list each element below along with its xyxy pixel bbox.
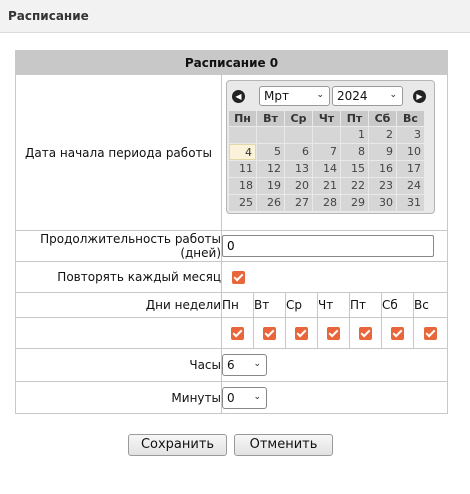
calendar-day[interactable]: 19 [257, 178, 284, 194]
hours-select-value: 6 [227, 358, 235, 372]
chevron-down-icon: ⌄ [389, 90, 397, 100]
hours-label: Часы [16, 349, 222, 382]
calendar-weekday-header: Чт [313, 111, 340, 126]
chevron-down-icon: ⌄ [253, 359, 261, 369]
weekdays-checkbox-spacer [16, 318, 222, 349]
calendar-day[interactable]: 8 [341, 144, 368, 160]
weekday-name: Ср [286, 293, 318, 318]
calendar-day[interactable]: 9 [369, 144, 396, 160]
cancel-button[interactable]: Отменить [234, 434, 333, 456]
repeat-monthly-checkbox[interactable] [232, 271, 245, 284]
calendar-day[interactable]: 14 [313, 161, 340, 177]
repeat-monthly-label: Повторять каждый месяц [16, 262, 222, 293]
calendar-day[interactable]: 18 [229, 178, 256, 194]
calendar-day[interactable]: 1 [341, 127, 368, 143]
calendar-grid [229, 111, 432, 211]
weekday-checkbox-cell [222, 318, 254, 349]
date-picker-calendar [226, 80, 435, 214]
weekday-name: Вс [414, 293, 448, 318]
calendar-weekday-header: Сб [369, 111, 396, 126]
calendar-day[interactable]: 30 [369, 195, 396, 211]
schedule-table [15, 50, 448, 414]
save-button[interactable]: Сохранить [128, 434, 227, 456]
year-select-value: 2024 [337, 89, 368, 103]
calendar-weekday-header: Ср [285, 111, 312, 126]
weekday-name: Сб [382, 293, 414, 318]
minutes-select-value: 0 [227, 390, 235, 405]
calendar-day[interactable]: 7 [313, 144, 340, 160]
calendar-day[interactable]: 12 [257, 161, 284, 177]
weekday-checkbox[interactable] [263, 327, 276, 340]
calendar-day[interactable]: 17 [397, 161, 424, 177]
weekday-checkbox-cell [254, 318, 286, 349]
weekday-checkbox-cell [286, 318, 318, 349]
calendar-day[interactable]: 22 [341, 178, 368, 194]
calendar-empty-cell [257, 127, 284, 143]
weekday-checkbox-cell [414, 318, 448, 349]
calendar-day[interactable]: 25 [229, 195, 256, 211]
next-month-icon[interactable]: ▶ [413, 90, 426, 103]
weekday-checkbox[interactable] [327, 327, 340, 340]
calendar-day[interactable]: 4 [229, 144, 256, 160]
hours-select[interactable] [222, 354, 267, 376]
calendar-day[interactable]: 15 [341, 161, 368, 177]
calendar-day[interactable]: 23 [369, 178, 396, 194]
weekday-checkbox-cell [350, 318, 382, 349]
calendar-empty-cell [285, 127, 312, 143]
calendar-day[interactable]: 24 [397, 178, 424, 194]
calendar-day[interactable]: 13 [285, 161, 312, 177]
calendar-empty-cell [313, 127, 340, 143]
weekday-name: Пт [350, 293, 382, 318]
duration-input[interactable] [222, 235, 434, 257]
calendar-day[interactable]: 27 [285, 195, 312, 211]
calendar-day[interactable]: 16 [369, 161, 396, 177]
duration-label: Продолжительность работы (дней) [16, 231, 222, 262]
weekday-checkbox[interactable] [295, 327, 308, 340]
window-title: Расписание [0, 0, 470, 33]
calendar-day[interactable]: 31 [397, 195, 424, 211]
minutes-select[interactable] [222, 387, 267, 409]
weekday-checkbox-cell [318, 318, 350, 349]
calendar-day[interactable]: 10 [397, 144, 424, 160]
month-select[interactable] [259, 86, 330, 106]
calendar-day[interactable]: 21 [313, 178, 340, 194]
year-select[interactable] [332, 86, 403, 106]
weekday-checkbox[interactable] [231, 327, 244, 340]
calendar-day[interactable]: 29 [341, 195, 368, 211]
chevron-down-icon: ⌄ [253, 391, 261, 402]
action-bar [0, 434, 470, 458]
calendar-day[interactable]: 5 [257, 144, 284, 160]
calendar-day[interactable]: 20 [285, 178, 312, 194]
calendar-day[interactable]: 28 [313, 195, 340, 211]
weekday-name: Вт [254, 293, 286, 318]
calendar-day[interactable]: 2 [369, 127, 396, 143]
weekday-checkbox[interactable] [391, 327, 404, 340]
weekday-name: Чт [318, 293, 350, 318]
calendar-weekday-header: Пт [341, 111, 368, 126]
chevron-down-icon: ⌄ [316, 90, 324, 100]
weekday-name: Пн [222, 293, 254, 318]
weekday-checkbox[interactable] [359, 327, 372, 340]
calendar-empty-cell [229, 127, 256, 143]
calendar-day[interactable]: 3 [397, 127, 424, 143]
weekdays-label: Дни недели [16, 293, 222, 318]
calendar-weekday-header: Вс [397, 111, 424, 126]
month-select-value: Мрт [264, 89, 289, 103]
schedule-header: Расписание 0 [16, 51, 448, 75]
calendar-day[interactable]: 11 [229, 161, 256, 177]
calendar-weekday-header: Пн [229, 111, 256, 126]
start-date-label: Дата начала периода работы [16, 75, 222, 231]
calendar-weekday-header: Вт [257, 111, 284, 126]
calendar-day[interactable]: 26 [257, 195, 284, 211]
calendar-day[interactable]: 6 [285, 144, 312, 160]
minutes-label: Минуты [16, 382, 222, 414]
weekday-checkbox-cell [382, 318, 414, 349]
weekday-checkbox[interactable] [424, 327, 437, 340]
prev-month-icon[interactable]: ◀ [232, 90, 245, 103]
